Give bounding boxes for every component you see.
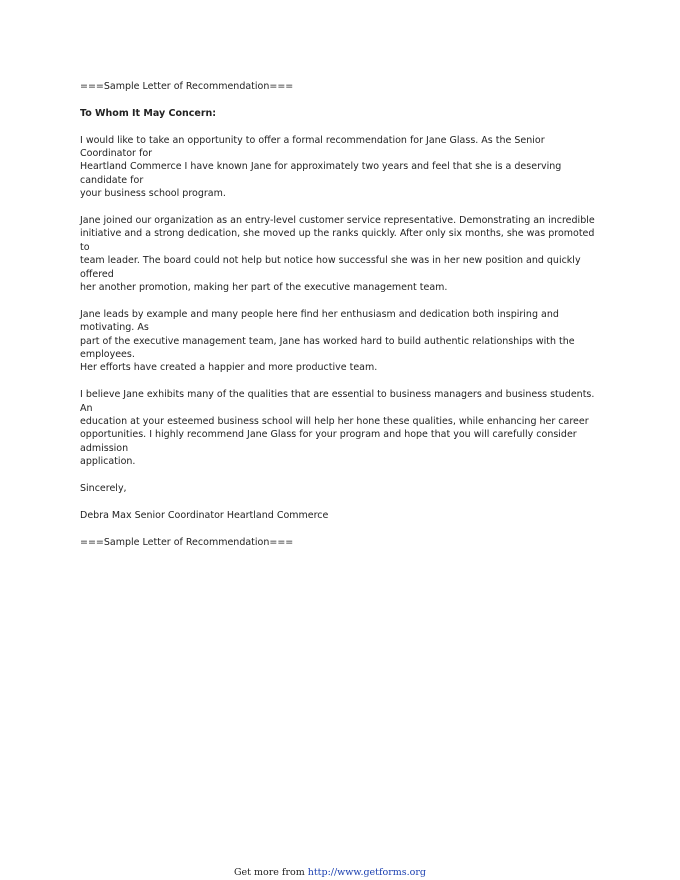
paragraph-line: I believe Jane exhibits many of the qualities that are essential to business managers and business students. An (80, 389, 598, 414)
bottom-marker: ===Sample Letter of Recommendation=== (80, 536, 294, 548)
paragraph-3 (80, 308, 600, 375)
paragraph-line: Jane leads by example and many people here find her enthusiasm and dedication both inspiring and motivating. As (80, 308, 562, 334)
paragraph-2 (80, 214, 600, 294)
paragraph-line: part of the executive management team, Jane has worked hard to build authentic relationships with the employees. (80, 335, 578, 361)
paragraph-line: her another promotion, making her part of the executive management team. (80, 282, 448, 294)
paragraph-line: your business school program. (80, 188, 226, 200)
letter-body (80, 80, 600, 562)
paragraph-4 (80, 388, 600, 468)
paragraph-line: education at your esteemed business school will help her hone these qualities, while enhancing her career (80, 416, 589, 428)
paragraph-line: opportunities. I highly recommend Jane Glass for your program and hope that you will carefully consider admission (80, 429, 580, 454)
paragraph-line: Her efforts have created a happier and more productive team. (80, 362, 378, 374)
closing: Sincerely, (80, 483, 127, 495)
top-marker: ===Sample Letter of Recommendation=== (80, 81, 294, 92)
footer-prefix: Get more from (233, 867, 308, 878)
signature: Debra Max Senior Coordinator Heartland Commerce (80, 509, 329, 521)
paragraph-line: I would like to take an opportunity to offer a formal recommendation for Jane Glass. As the Senior Coordinator for (80, 134, 548, 159)
footer-link[interactable]: http://www.getforms.org (307, 867, 427, 878)
paragraph-line: team leader. The board could not help but notice how successful she was in her new position and quickly offered (80, 255, 584, 280)
paragraph-line: Heartland Commerce I have known Jane for approximately two years and feel that she is a deserving candidate for (80, 161, 565, 186)
paragraph-line: initiative and a strong dedication, she moved up the ranks quickly. After only six months, she was promoted to (80, 228, 598, 253)
salutation: To Whom It May Concern: (80, 107, 217, 119)
paragraph-line: application. (80, 456, 136, 468)
paragraph-1 (80, 134, 600, 201)
paragraph-line: Jane joined our organization as an entry-level customer service representative. Demonstrating an incredible (80, 215, 595, 227)
page-footer (0, 866, 660, 879)
